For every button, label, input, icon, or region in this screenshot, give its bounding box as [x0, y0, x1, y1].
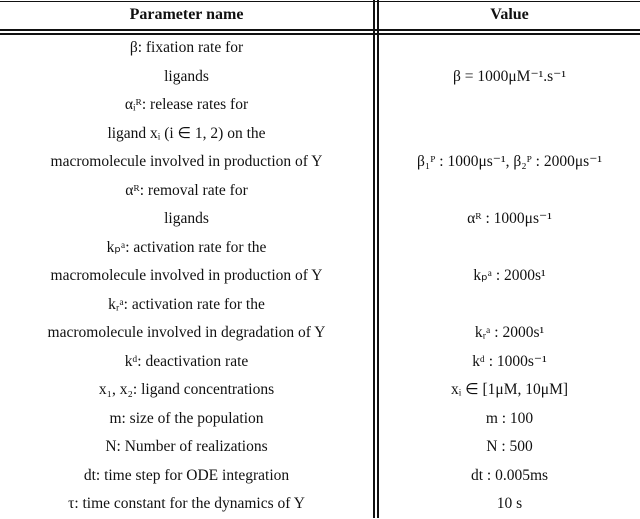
value-cell: 10 s — [496, 495, 523, 512]
value-cell — [379, 177, 640, 206]
parameter-name-cell: ligands — [164, 210, 209, 227]
parameter-name-cell: macromolecule involved in production of Y — [50, 267, 323, 284]
table-row — [0, 63, 640, 92]
value-cell — [379, 120, 640, 149]
value-cell — [379, 34, 640, 63]
value-cell: β = 1000μM⁻¹.s⁻¹ — [452, 67, 567, 85]
value-cell — [379, 234, 640, 263]
value-cell — [379, 91, 640, 120]
table-row — [0, 291, 640, 320]
parameter-name-cell: kₚᵃ: activation rate for the — [106, 238, 267, 256]
header-value: Value — [490, 6, 529, 23]
table-row — [0, 205, 640, 234]
table-row — [0, 490, 640, 519]
table-row — [0, 348, 640, 377]
table-row — [0, 405, 640, 434]
table-row — [0, 91, 640, 120]
table-row — [0, 177, 640, 206]
value-cell — [379, 291, 640, 320]
value-cell: N : 500 — [486, 438, 533, 455]
table-row — [0, 433, 640, 462]
value-cell: dt : 0.005ms — [470, 466, 549, 484]
table-row — [0, 34, 640, 63]
table-row — [0, 148, 640, 177]
parameter-name-cell: x₁, x₂: ligand concentrations — [98, 381, 275, 398]
parameter-name-cell: dt: time step for ODE integration — [83, 466, 290, 484]
parameter-name-cell: αᵢᴿ: release rates for — [124, 96, 249, 113]
value-cell: m : 100 — [485, 409, 534, 427]
parameter-name-cell: αᴿ: removal rate for — [125, 181, 248, 199]
parameter-name-cell: kᵈ: deactivation rate — [124, 352, 249, 370]
header-rule-top — [0, 29, 640, 31]
table-row — [0, 376, 640, 405]
parameter-name-cell: m: size of the population — [109, 409, 264, 427]
table-row — [0, 462, 640, 491]
parameter-name-cell: kᵣᵃ: activation rate for the — [108, 295, 265, 313]
table-row — [0, 262, 640, 291]
parameter-name-cell: β: fixation rate for — [129, 39, 244, 56]
parameter-name-cell: ligand xᵢ (i ∈ 1, 2) on the — [107, 124, 266, 142]
parameter-name-cell: macromolecule involved in production of Y — [50, 153, 323, 170]
value-cell: β₁ᴾ : 1000μs⁻¹, β₂ᴾ : 2000μs⁻¹ — [416, 153, 603, 170]
header-parameter-name: Parameter name — [129, 6, 244, 23]
value-cell: kᵣᵃ : 2000s¹ — [474, 324, 545, 341]
parameter-name-cell: ligands — [164, 67, 209, 85]
table-row — [0, 234, 640, 263]
value-cell: kᵈ : 1000s⁻¹ — [472, 352, 547, 370]
table-row — [0, 319, 640, 348]
value-cell: kₚᵃ : 2000s¹ — [473, 267, 546, 284]
parameter-name-cell: N: Number of realizations — [105, 438, 268, 455]
parameter-name-cell: τ: time constant for the dynamics of Y — [68, 495, 305, 512]
parameter-name-cell: macromolecule involved in degradation of Y — [47, 324, 326, 341]
value-cell: xᵢ ∈ [1μM, 10μM] — [450, 381, 569, 398]
table-row — [0, 120, 640, 149]
value-cell: αᴿ : 1000μs⁻¹ — [467, 210, 552, 227]
